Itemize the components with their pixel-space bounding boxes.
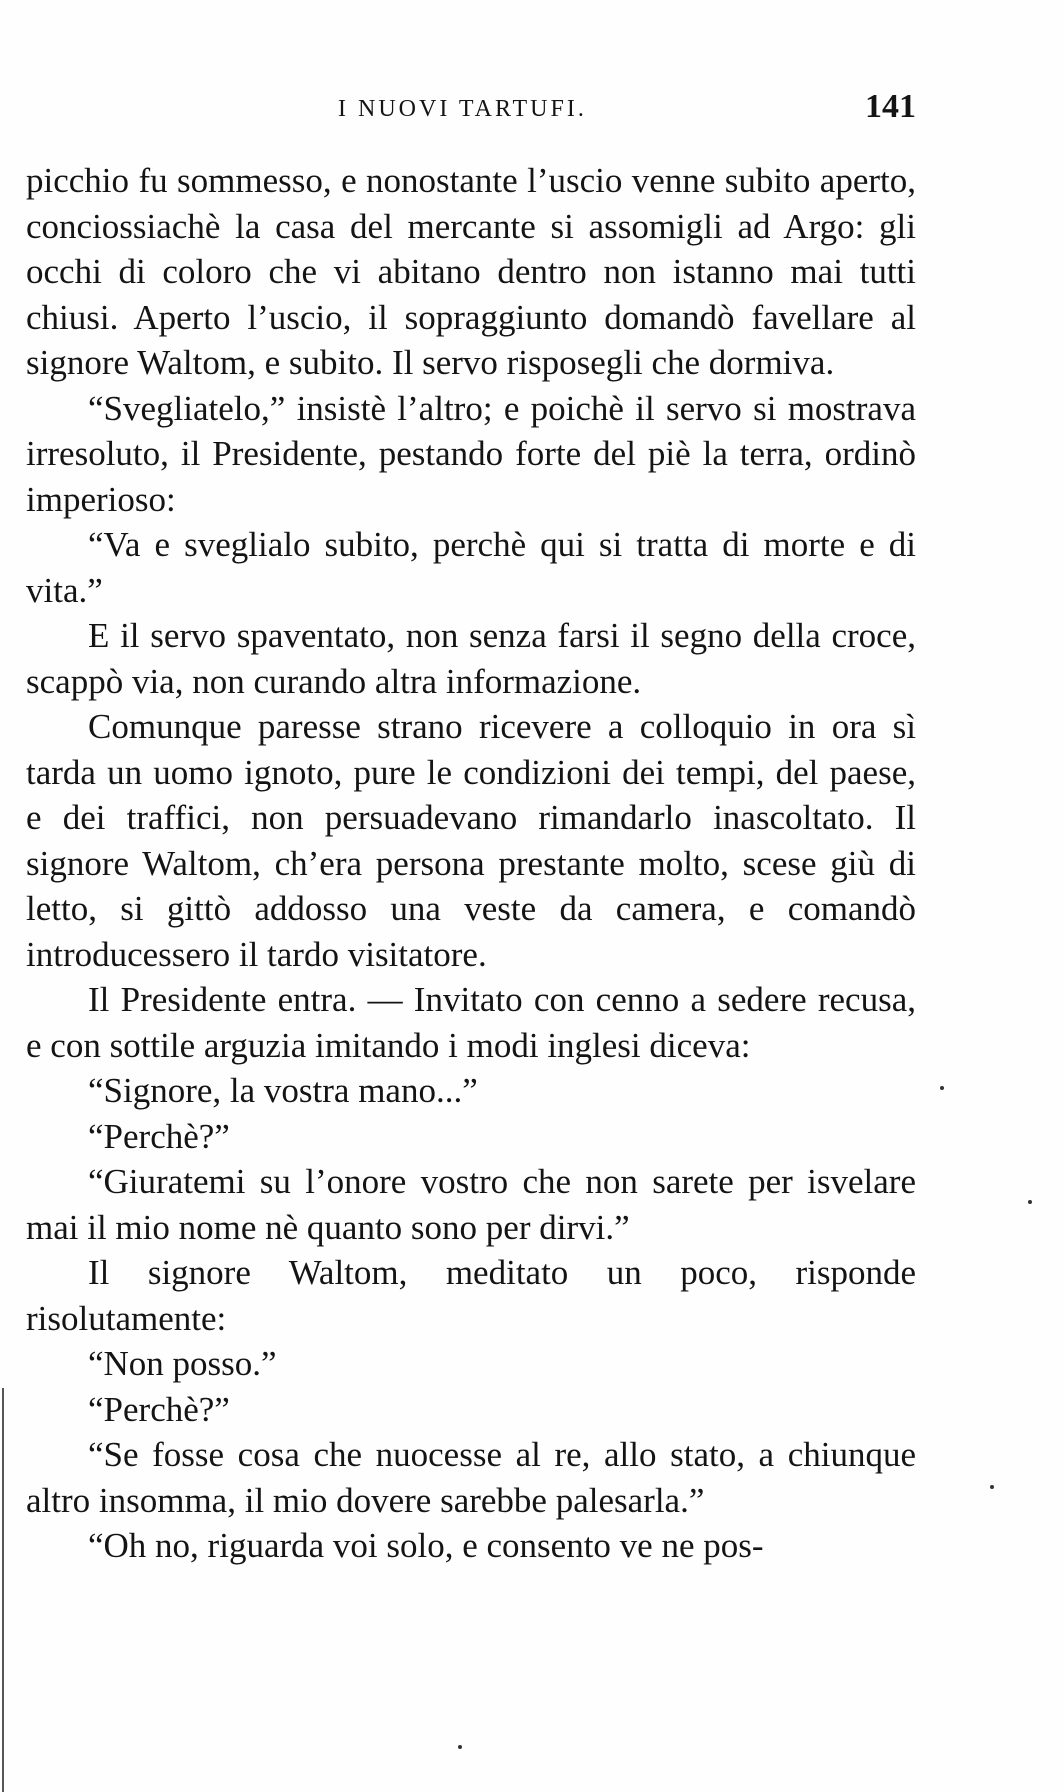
body-text (26, 158, 916, 1569)
page-edge-shadow (2, 1388, 4, 1792)
paragraph: Comunque paresse strano ricevere a colloquio in ora sì tarda un uomo ignoto, pure le condizioni dei tempi, del paese, e dei traffici, non persuadevano rimandarlo inascoltato. Il signore Waltom, ch’era persona prestante molto, scese giù di letto, si gittò addosso una veste da camera, e comandò introducessero il tardo visitatore. (26, 707, 916, 974)
scan-speck (940, 1086, 944, 1090)
paragraph: “Perchè?” (88, 1116, 230, 1156)
page-number: 141 (865, 88, 916, 125)
paragraph: “Giuratemi su l’onore vostro che non sarete per isvelare mai il mio nome nè quanto sono per dirvi.” (26, 1162, 916, 1247)
running-head: I NUOVI TARTUFI. (338, 96, 587, 122)
scan-speck (990, 1485, 994, 1489)
paragraph: “Se fosse cosa che nuocesse al re, allo stato, a chiunque altro insomma, il mio dovere sarebbe palesarla.” (26, 1435, 916, 1520)
paragraph: “Oh no, riguarda voi solo, e consento ve ne pos- (88, 1526, 764, 1565)
paragraph: “Non posso.” (88, 1344, 277, 1383)
paragraph: Il Presidente entra. — Invitato con cenno a sedere recusa, e con sottile arguzia imitando i modi inglesi diceva: (26, 980, 916, 1065)
paragraph: “Perchè?” (88, 1389, 230, 1429)
paragraph: “Va e sveglialo subito, perchè qui si tratta di morte e di vita.” (26, 525, 916, 610)
paragraph: “Signore, la vostra mano...” (88, 1071, 478, 1110)
paragraph: E il servo spaventato, non senza farsi il segno della croce, scappò via, non curando altra informazione. (26, 616, 916, 701)
page-header (26, 88, 916, 136)
paragraph: picchio fu sommesso, e nonostante l’uscio venne subito aperto, conciossiachè la casa del mercante si assomigli ad Argo: gli occhi di coloro che vi abitano dentro non istanno mai tutti chiusi. Aperto l’uscio, il sopraggiunto domandò favellare al signore Waltom, e subito. Il servo risposegli che dormiva. (26, 161, 916, 382)
scan-speck (1028, 1200, 1032, 1204)
scan-speck (458, 1745, 462, 1749)
paragraph: “Svegliatelo,” insistè l’altro; e poichè il servo si mostrava irresoluto, il Presidente, pestando forte del piè la terra, ordinò imperioso: (26, 388, 916, 519)
paragraph: Il signore Waltom, meditato un poco, risponde risolutamente: (26, 1253, 916, 1338)
